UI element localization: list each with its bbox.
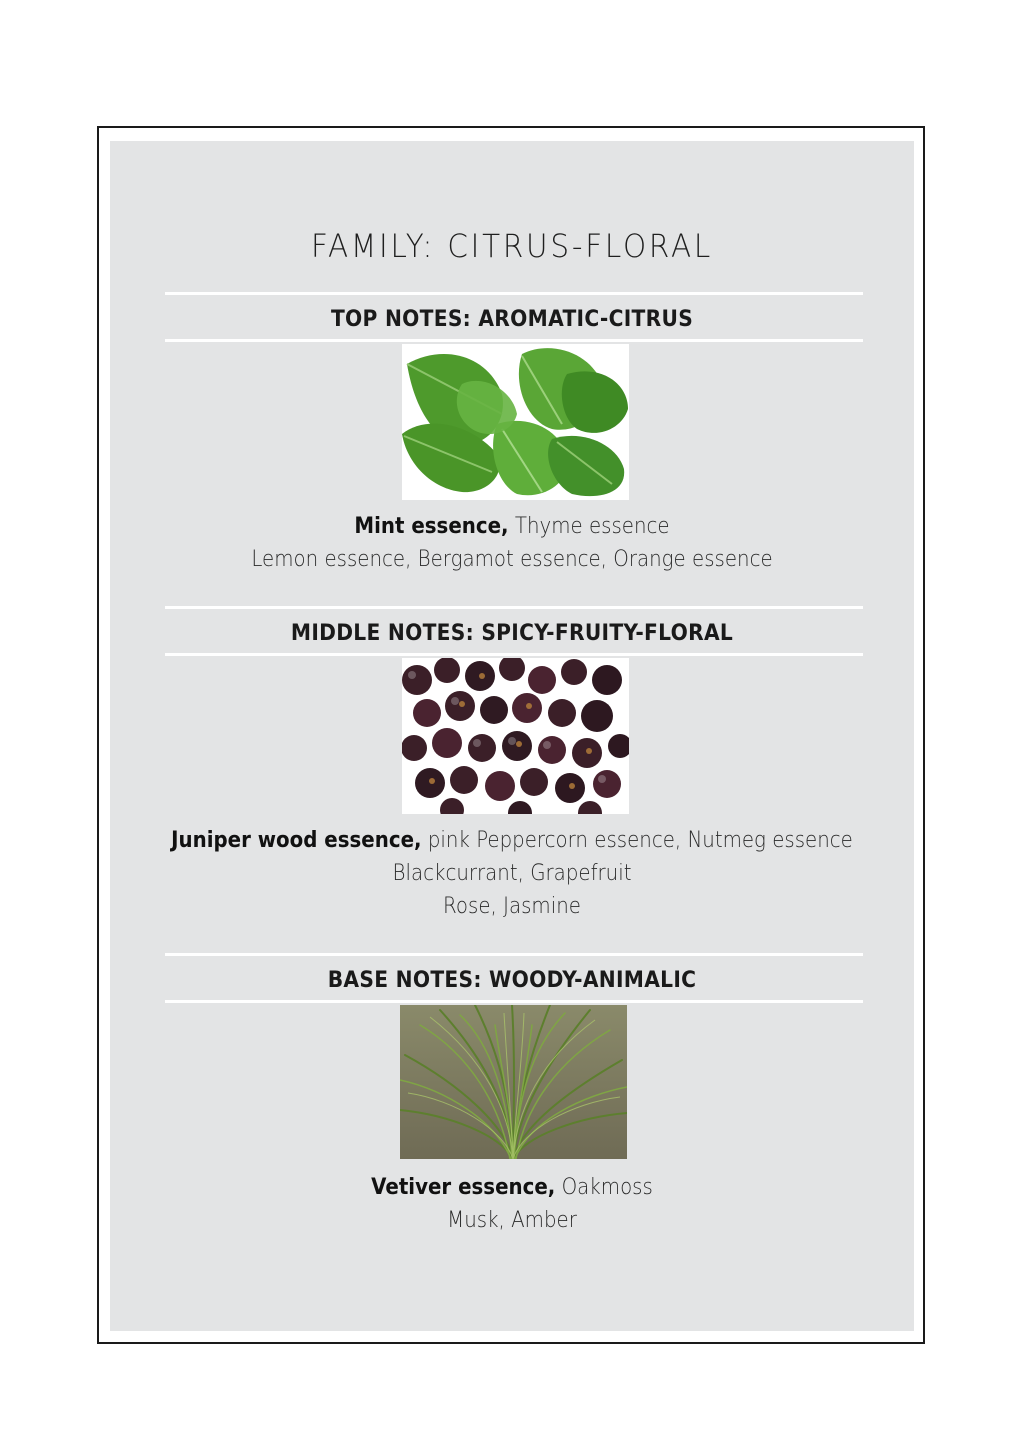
middle-notes-line-1-rest: pink Peppercorn essence, Nutmeg essence — [421, 828, 853, 853]
divider — [165, 606, 863, 609]
base-notes-lead: Vetiver essence, — [371, 1175, 556, 1200]
middle-notes-lead: Juniper wood essence, — [171, 828, 422, 853]
family-title: FAMILY: CITRUS-FLORAL — [310, 227, 714, 265]
divider — [165, 339, 863, 342]
middle-notes-line-3: Rose, Jasmine — [443, 894, 581, 919]
mint-leaves-image — [402, 344, 629, 500]
divider — [165, 1000, 863, 1003]
top-notes-line-1-rest: Thyme essence — [508, 514, 670, 539]
top-notes-line-1 — [150, 510, 874, 543]
middle-notes-line-2: Blackcurrant, Grapefruit — [392, 861, 632, 886]
top-notes-lead: Mint essence, — [354, 514, 509, 539]
middle-notes-heading: MIDDLE NOTES: SPICY-FRUITY-FLORAL — [290, 621, 734, 646]
juniper-berries-photo — [402, 658, 629, 814]
base-notes-line-1-rest: Oakmoss — [555, 1175, 653, 1200]
vetiver-grass-image — [400, 1005, 627, 1159]
base-notes-line-2: Musk, Amber — [447, 1208, 577, 1233]
top-notes-heading: TOP NOTES: AROMATIC-CITRUS — [330, 307, 694, 332]
base-notes-line-1 — [150, 1171, 874, 1204]
base-notes-description — [150, 1171, 874, 1237]
juniper-berries-image — [402, 658, 629, 814]
vetiver-grass-photo — [400, 1005, 627, 1159]
divider — [165, 953, 863, 956]
divider — [165, 653, 863, 656]
base-notes-heading: BASE NOTES: WOODY-ANIMALIC — [327, 968, 697, 993]
middle-notes-line-1 — [150, 824, 874, 857]
top-notes-line-2: Lemon essence, Bergamot essence, Orange essence — [251, 547, 773, 572]
divider — [165, 292, 863, 295]
mint-leaves-photo — [402, 344, 629, 500]
content-panel — [110, 141, 914, 1331]
middle-notes-description — [150, 824, 874, 923]
top-notes-description — [150, 510, 874, 576]
